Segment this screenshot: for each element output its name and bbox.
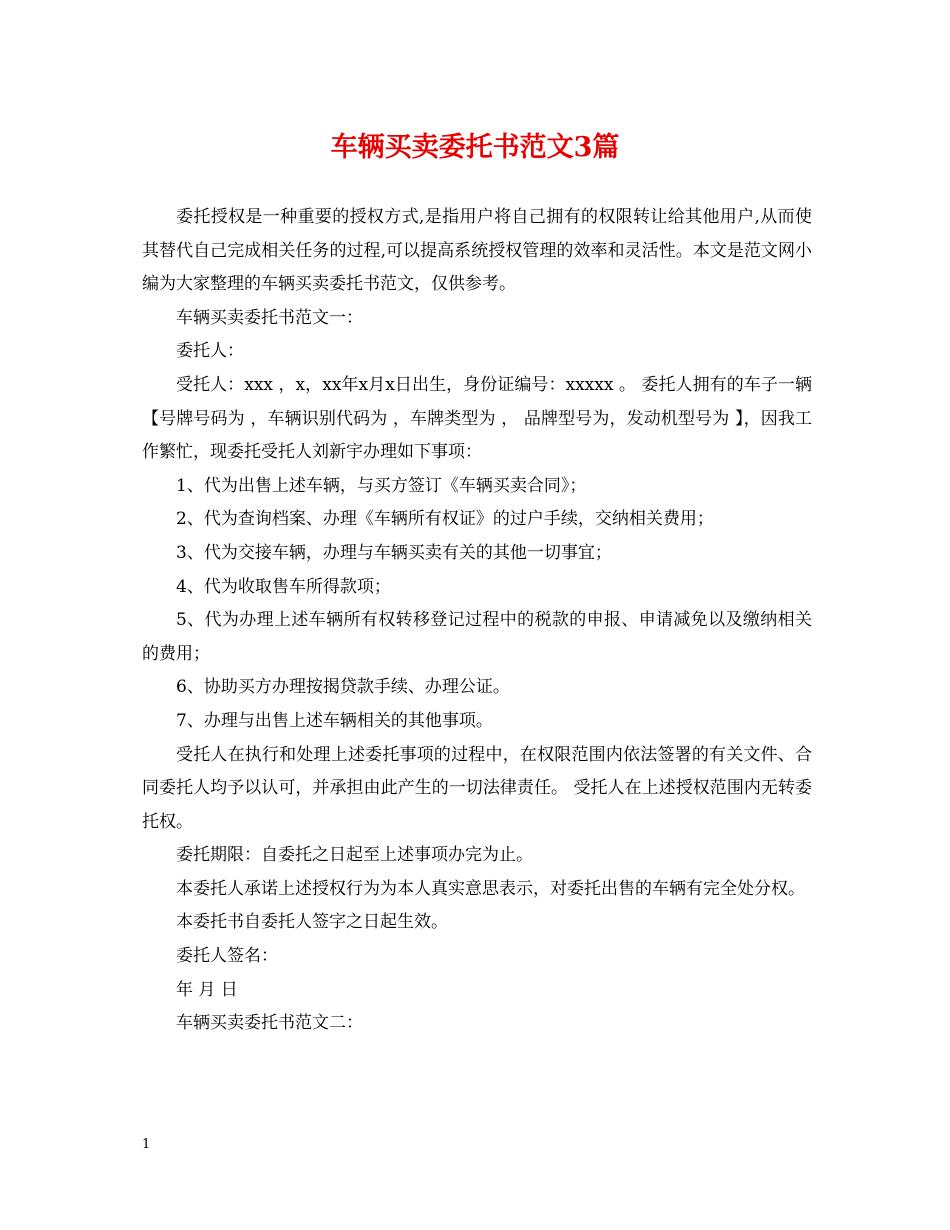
item-3: 3、代为交接车辆，办理与车辆买卖有关的其他一切事宜； [176,542,612,563]
signature-line: 委托人签名： [176,946,278,967]
commitment-paragraph: 本委托人承诺上述授权行为为本人真实意思表示，对委托出售的车辆有完全处分权。 [176,878,805,899]
principal-line: 委托人： [176,341,244,362]
item-1: 1、代为出售上述车辆，与买方签订《车辆买卖合同》； [176,475,587,496]
document-title: 车辆买卖委托书范文3篇 [330,132,620,163]
item-7: 7、办理与出售上述车辆相关的其他事项。 [176,710,493,731]
effective-paragraph: 本委托书自委托人签字之日起生效。 [176,912,448,933]
section-heading-sample-two: 车辆买卖委托书范文二： [176,1013,363,1034]
item-5: 5、代为办理上述车辆所有权转移登记过程中的税款的申报、申请减免以及缴纳相关的费用； [142,610,812,664]
document-body [142,201,812,1041]
item-6: 6、协助买方办理按揭贷款手续、办理公证。 [176,677,510,698]
page-number: 1 [142,1137,151,1152]
date-line: 年 月 日 [176,979,238,1000]
liability-paragraph: 受托人在执行和处理上述委托事项的过程中，在权限范围内依法签署的有关文件、合同委托人均予以认可，并承担由此产生的一切法律责任。 受托人在上述授权范围内无转委托权。 [142,744,812,832]
intro-paragraph: 委托授权是一种重要的授权方式,是指用户将自己拥有的权限转让给其他用户,从而使其替代自己完成相关任务的过程,可以提高系统授权管理的效率和灵活性。本文是范文网小编为大家整理的车辆买卖委托书范文，仅供参考。 [142,207,812,295]
section-heading-sample-one: 车辆买卖委托书范文一： [176,307,363,328]
term-paragraph: 委托期限：自委托之日起至上述事项办完为止。 [176,845,533,866]
item-4: 4、代为收取售车所得款项； [176,576,391,597]
item-2: 2、代为查询档案、办理《车辆所有权证》的过户手续，交纳相关费用； [176,509,714,530]
agent-details-paragraph: 受托人：xxx ，x，xx年x月x日出生，身份证编号：xxxxx 。 委托人拥有的车子一辆【号牌号码为 ，车辆识别代码为 ，车牌类型为 ， 品牌型号为，发动机型号为 】，因我工作繁忙，现委托受托人刘新宇办理如下事项： [142,374,812,463]
